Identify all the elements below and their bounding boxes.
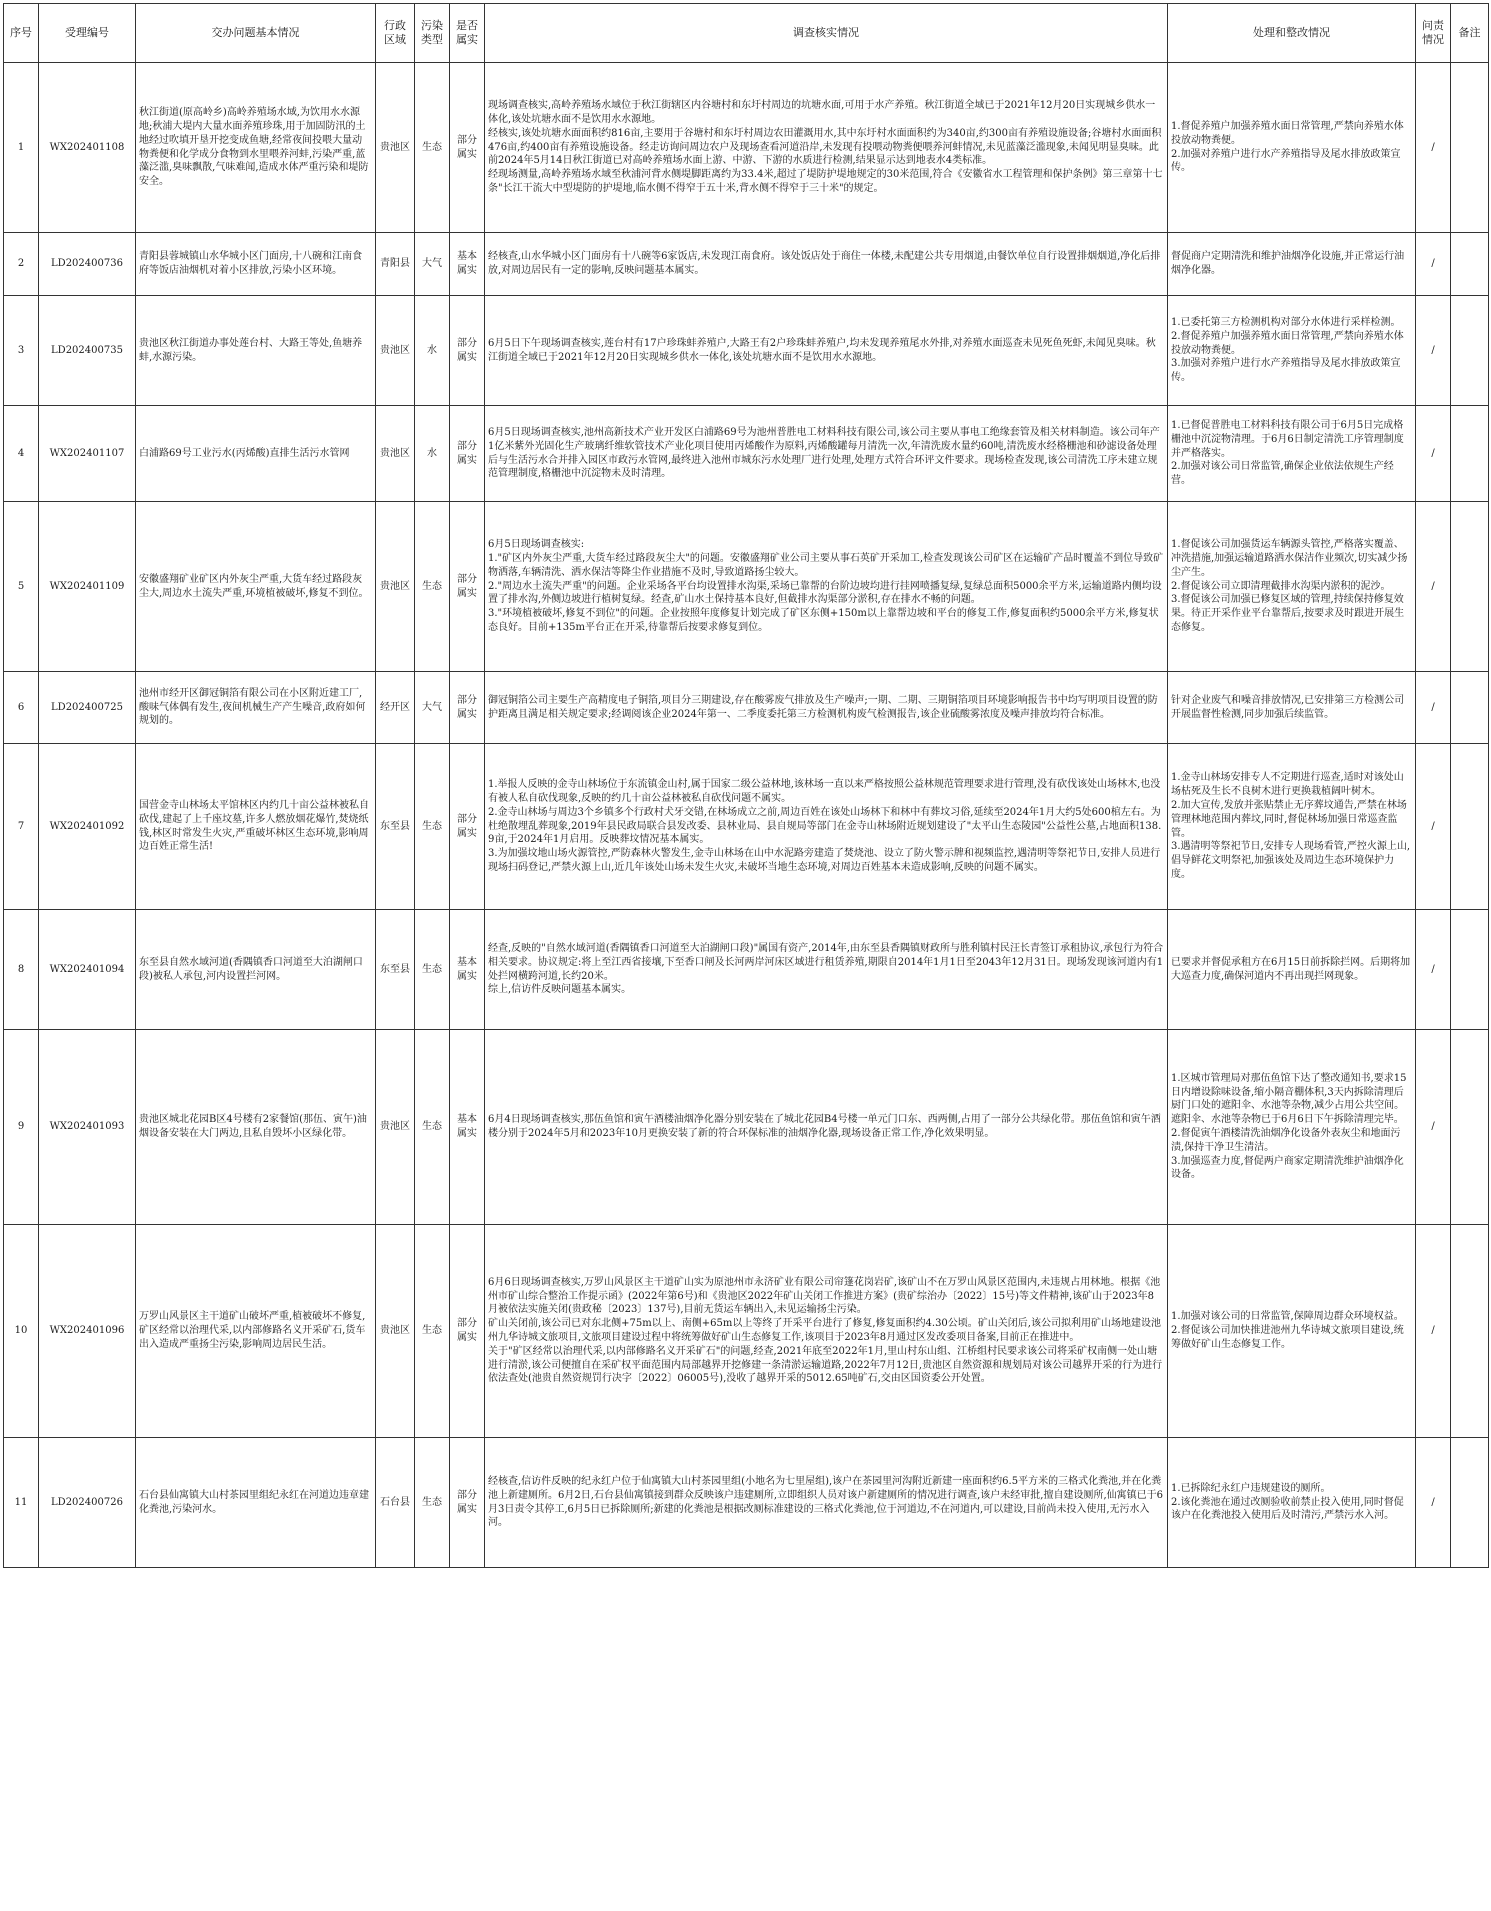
row-id: WX202401108: [39, 63, 136, 233]
row-id: LD202400736: [39, 233, 136, 296]
row-verified: 部分属实: [450, 296, 485, 406]
row-problem: 白浦路69号工业污水(丙烯酸)直排生活污水管网: [136, 406, 376, 502]
table-row: [4, 502, 1489, 672]
row-accountability: /: [1416, 672, 1451, 744]
row-problem: 安徽盛翔矿业矿区内外灰尘严重,大货车经过路段灰尘大,周边水土流失严重,环境植被破坏,修复不到位。: [136, 502, 376, 672]
row-accountability: /: [1416, 1438, 1451, 1568]
table-row: [4, 744, 1489, 910]
row-remark: [1451, 296, 1489, 406]
row-problem: 国营金寺山林场太平馆林区内约几十亩公益林被私自砍伐,建起了上千座坟墓,许多人燃放烟花爆竹,焚烧纸钱,林区时常发生火灾,严重破坏林区生态环境,影响周边百姓正常生活!: [136, 744, 376, 910]
table-row: [4, 296, 1489, 406]
table-body: [4, 63, 1489, 1568]
row-remark: [1451, 233, 1489, 296]
row-region: 青阳县: [376, 233, 415, 296]
row-verified: 部分属实: [450, 1225, 485, 1438]
row-handling: 1.督促养殖户加强养殖水面日常管理,严禁向养殖水体投放动物粪便。 2.加强对养殖户进行水产养殖指导及尾水排放政策宣传。: [1168, 63, 1416, 233]
row-handling: 1.加强对该公司的日常监管,保障周边群众环境权益。 2.督促该公司加快推进池州九华诗城文旅项目建设,统筹做好矿山生态修复工作。: [1168, 1225, 1416, 1438]
row-handling: 督促商户定期清洗和维护油烟净化设施,并正常运行油烟净化器。: [1168, 233, 1416, 296]
row-seq: 5: [4, 502, 39, 672]
row-verified: 基本属实: [450, 233, 485, 296]
row-accountability: /: [1416, 233, 1451, 296]
row-survey: 6月5日现场调查核实: 1."矿区内外灰尘严重,大货车经过路段灰尘大"的问题。安徽盛翔矿业公司主要从事石英矿开采加工,检查发现该公司矿区在运输矿产品时覆盖不到位导致矿物洒落,车辆清洗、洒水保洁等降尘作业措施不及时,导致道路扬尘较大。 2."周边水土流失严重"的问题。企业采场各平台均设置排水沟渠,采场已靠帮的台阶边坡均进行挂网喷播复绿,复绿总面积5000余平方米,运输道路内侧均设置了排水沟,外侧边坡进行植树复绿。经查,矿山水土保持基本良好,但截排水沟渠部分淤积,存在排水不畅的问题。 3."环境植被破坏,修复不到位"的问题。企业按照年度修复计划完成了矿区东侧+150m以上靠帮边坡和平台的修复工作,修复面积约5000余平方米,修复状态良好。目前+135m平台正在开采,待靠帮后按要求修复到位。: [485, 502, 1168, 672]
table-row: [4, 1030, 1489, 1225]
row-problem: 贵池区城北花园B区4号楼有2家餐馆(那伍、寅午)油烟设备安装在大门两边,且私自毁坏小区绿化带。: [136, 1030, 376, 1225]
row-accountability: /: [1416, 744, 1451, 910]
row-region: 贵池区: [376, 1225, 415, 1438]
row-region: 东至县: [376, 910, 415, 1030]
row-survey: 6月5日现场调查核实,池州高新技术产业开发区白浦路69号为池州普胜电工材料科技有限公司,该公司主要从事电工绝缘套管及相关材料制造。该公司年产1亿米紫外光固化生产玻璃纤维软管技术产业化项目使用丙烯酸作为原料,丙烯酸罐每月清洗一次,年清洗废水量约60吨,清洗废水经格栅池和砂滤设备处理后与生活污水合并排入园区市政污水管网,最终进入池州市城东污水处理厂进行处理,处理方式符合环评文件要求。现场检查发现,该公司清洗工序未建立规范管理制度,格栅池中沉淀物未及时清理。: [485, 406, 1168, 502]
row-remark: [1451, 1225, 1489, 1438]
header-id: 受理编号: [39, 4, 136, 63]
header-problem: 交办问题基本情况: [136, 4, 376, 63]
row-id: WX202401096: [39, 1225, 136, 1438]
row-verified: 部分属实: [450, 1438, 485, 1568]
row-remark: [1451, 672, 1489, 744]
row-region: 贵池区: [376, 63, 415, 233]
table-row: [4, 1438, 1489, 1568]
row-survey: 6月4日现场调查核实,那伍鱼馆和寅午酒楼油烟净化器分别安装在了城北花园B4号楼一单元门口东、西两侧,占用了一部分公共绿化带。那伍鱼馆和寅午酒楼分别于2024年5月和2023年10月更换安装了新的符合环保标准的油烟净化器,现场设备正常工作,净化效果明显。: [485, 1030, 1168, 1225]
complaint-handling-table: [3, 3, 1489, 1568]
row-problem: 池州市经开区御冠铜箔有限公司在小区附近建工厂,酸味气体偶有发生,夜间机械生产产生噪音,政府如何规划的。: [136, 672, 376, 744]
row-pollution: 生态: [415, 910, 450, 1030]
row-survey: 现场调查核实,高岭养殖场水域位于秋江街辖区内谷塘村和东圩村周边的坑塘水面,可用于水产养殖。秋江街道全域已于2021年12月20日实现城乡供水一体化,该处坑塘水面不是饮用水水源地。 经核实,该处坑塘水面面积约816亩,主要用于谷塘村和东圩村周边农田灌溉用水,其中东圩村水面面积约为340亩,约300亩有养殖设施设备;谷塘村水面面积476亩,约400亩有养殖设施设备。经走访询问周边农户及现场查看河道沿岸,未发现有投喂动物粪便喂养河蚌情况,未见蓝藻泛滥现象,未闻见明显臭味。此前2024年5月14日秋江街道已对高岭养殖场水面上游、中游、下游的水质进行检测,结果显示达到地表水4类标准。 经现场测量,高岭养殖场水域至秋浦河背水侧堤脚距离约为33.4米,超过了堤防护堤地规定的30米范围,符合《安徽省水工程管理和保护条例》第三章第十七条"长江干流大中型堤防的护堤地,临水侧不得窄于五十米,背水侧不得窄于三十米"的规定。: [485, 63, 1168, 233]
row-accountability: /: [1416, 1030, 1451, 1225]
table-header-row: [4, 4, 1489, 63]
row-seq: 11: [4, 1438, 39, 1568]
header-verified: 是否属实: [450, 4, 485, 63]
table-row: [4, 406, 1489, 502]
row-pollution: 生态: [415, 63, 450, 233]
row-remark: [1451, 63, 1489, 233]
row-problem: 东至县自然水域河道(香隅镇香口河道至大泊湖闸口段)被私人承包,河内设置拦河网。: [136, 910, 376, 1030]
row-handling: 1.区城市管理局对那伍鱼馆下达了整改通知书,要求15日内增设除味设备,缩小隔音棚体积,3天内拆除清理后厨门口处的遮阳伞、水池等杂物,减少占用公共空间。遮阳伞、水池等杂物已于6月6日下午拆除清理完毕。 2.督促寅午酒楼清洗油烟净化设备外表灰尘和地面污渍,保持干净卫生清洁。 3.加强巡查力度,督促两户商家定期清洗维护油烟净化设备。: [1168, 1030, 1416, 1225]
row-seq: 3: [4, 296, 39, 406]
row-remark: [1451, 406, 1489, 502]
header-seq: 序号: [4, 4, 39, 63]
row-region: 贵池区: [376, 1030, 415, 1225]
header-pollution: 污染类型: [415, 4, 450, 63]
row-accountability: /: [1416, 1225, 1451, 1438]
row-id: WX202401093: [39, 1030, 136, 1225]
table-row: [4, 63, 1489, 233]
row-problem: 石台县仙寓镇大山村茶园里组纪永红在河道边违章建化粪池,污染河水。: [136, 1438, 376, 1568]
row-handling: 1.金寺山林场安排专人不定期进行巡查,适时对该处山场枯死及生长不良树木进行更换栽植阔叶树木。 2.加大宣传,发放并张贴禁止无序葬坟通告,严禁在林场管理林地范围内葬坟,同时,督促林场加强日常巡查监管。 3.遇清明等祭祀节日,安排专人现场看管,严控火源上山,倡导鲜花文明祭祀,加强该处及周边生态环境保护力度。: [1168, 744, 1416, 910]
table-row: [4, 672, 1489, 744]
row-remark: [1451, 1030, 1489, 1225]
row-pollution: 大气: [415, 233, 450, 296]
row-survey: 经核查,信访件反映的纪永红户位于仙寓镇大山村茶园里组(小地名为七里屋组),该户在茶园里河沟附近新建一座面积约6.5平方米的三格式化粪池,并在化粪池上新建厕所。6月2日,石台县仙寓镇接到群众反映该户违建厕所,立即组织人员对该户新建厕所的情况进行调查,该户未经审批,擅自建设厕所,仙寓镇已于6月3日责令其停工,6月5日已拆除厕所;新建的化粪池是根据改厕标准建设的三格式化粪池,位于河道边,不在河道内,可以建设,目前尚未投入使用,无污水入河。: [485, 1438, 1168, 1568]
row-survey: 6月5日下午现场调查核实,莲台村有17户珍珠蚌养殖户,大路王有2户珍珠蚌养殖户,均未发现养殖尾水外排,对养殖水面巡查未见死鱼死虾,未闻见臭味。秋江街道全域已于2021年12月20日实现城乡供水一体化,该处坑塘水面不是饮用水水源地。: [485, 296, 1168, 406]
row-region: 东至县: [376, 744, 415, 910]
row-survey: 经核查,山水华城小区门面房有十八碗等6家饭店,未发现江南食府。该处饭店处于商住一体楼,未配建公共专用烟道,由餐饮单位自行设置排烟烟道,净化后排放,对周边居民有一定的影响,反映问题基本属实。: [485, 233, 1168, 296]
row-pollution: 生态: [415, 744, 450, 910]
row-remark: [1451, 910, 1489, 1030]
row-seq: 6: [4, 672, 39, 744]
header-region: 行政区域: [376, 4, 415, 63]
row-region: 石台县: [376, 1438, 415, 1568]
row-verified: 部分属实: [450, 744, 485, 910]
row-problem: 青阳县蓉城镇山水华城小区门面房,十八碗和江南食府等饭店油烟机对着小区排放,污染小区环境。: [136, 233, 376, 296]
row-problem: 秋江街道(原高岭乡)高岭养殖场水域,为饮用水水源地;秋浦大堤内大量水面养殖珍珠,用于加固防汛的土地经过吹填开垦开挖变成鱼塘,经常夜间投喂大量动物粪便和化学成分食物到水里喂养河蚌,污染严重,蓝藻泛滥,臭味飘散,气味难闻,造成水体严重污染和堤防安全。: [136, 63, 376, 233]
row-pollution: 水: [415, 296, 450, 406]
row-verified: 部分属实: [450, 406, 485, 502]
row-remark: [1451, 1438, 1489, 1568]
row-id: LD202400726: [39, 1438, 136, 1568]
row-id: WX202401109: [39, 502, 136, 672]
row-id: LD202400735: [39, 296, 136, 406]
header-survey: 调查核实情况: [485, 4, 1168, 63]
row-remark: [1451, 744, 1489, 910]
row-accountability: /: [1416, 406, 1451, 502]
row-survey: 6月6日现场调查核实,万罗山风景区主干道矿山实为原池州市永济矿业有限公司帘篷花岗岩矿,该矿山不在万罗山风景区范围内,未违规占用林地。根据《池州市矿山综合整治工作提示函》(2022年第6号)和《贵池区2022年矿山关闭工作推进方案》(贵矿综治办〔2022〕15号)等文件精神,该矿山于2023年8月被依法实施关闭(贵政秘〔2023〕137号),目前无货运车辆出入,未见运输扬尘污染。 矿山关闭前,该公司已对东北侧+75m以上、南侧+65m以上等终了开采平台进行了修复,修复面积约4.30公顷。矿山关闭后,该公司拟利用矿山场地建设池州九华诗城文旅项目,文旅项目建设过程中将统筹做好矿山生态修复工作,该项目于2023年8月通过区发改委项目备案,目前正在推进中。 关于"矿区经常以治理代采,以内部修路名义开采矿石"的问题,经查,2021年底至2022年1月,里山村东山组、江桥组村民要求该公司将采矿权南侧一处山塘进行清淤,该公司便擅自在采矿权平面范围内局部越界开挖修建一条清淤运输道路,2022年7月12日,贵池区自然资源和规划局对该公司越界开采的行为进行依法查处(池贵自然资规罚行决字〔2022〕06005号),没收了越界开采的5012.65吨矿石,交由区国资委公开处置。: [485, 1225, 1168, 1438]
row-accountability: /: [1416, 502, 1451, 672]
row-handling: 针对企业废气和噪音排放情况,已安排第三方检测公司开展监督性检测,同步加强后续监管。: [1168, 672, 1416, 744]
row-region: 贵池区: [376, 296, 415, 406]
row-seq: 4: [4, 406, 39, 502]
row-seq: 10: [4, 1225, 39, 1438]
row-accountability: /: [1416, 910, 1451, 1030]
row-verified: 基本属实: [450, 910, 485, 1030]
row-handling: 1.已督促普胜电工材料科技有限公司于6月5日完成格栅池中沉淀物清理。于6月6日制定清洗工序管理制度并严格落实。 2.加强对该公司日常监管,确保企业依法依规生产经营。: [1168, 406, 1416, 502]
row-survey: 经查,反映的"自然水域河道(香隅镇香口河道至大泊湖闸口段)"属国有资产,2014年,由东至县香隅镇财政所与胜利镇村民汪长青签订承租协议,承包行为符合相关要求。协议规定:将上至江西省接壤,下至香口闸及长河两岸河床区域进行租赁养殖,期限自2014年1月1日至2043年12月31日。现场发现该河道内有1处拦网横跨河道,长约20米。 综上,信访件反映问题基本属实。: [485, 910, 1168, 1030]
row-seq: 1: [4, 63, 39, 233]
row-survey: 御冠铜箔公司主要生产高精度电子铜箔,项目分三期建设,存在酸雾废气排放及生产噪声;一期、二期、三期铜箔项目环境影响报告书中均写明项目设置的防护距离且满足相关规定要求;经调阅该企业2024年第一、二季度委托第三方检测机构废气检测报告,该企业硫酸雾浓度及噪声排放均符合标准。: [485, 672, 1168, 744]
row-pollution: 生态: [415, 502, 450, 672]
row-pollution: 生态: [415, 1225, 450, 1438]
row-verified: 部分属实: [450, 63, 485, 233]
row-region: 经开区: [376, 672, 415, 744]
row-verified: 部分属实: [450, 672, 485, 744]
row-problem: 贵池区秋江街道办事处莲台村、大路王等处,鱼塘养蚌,水源污染。: [136, 296, 376, 406]
row-seq: 8: [4, 910, 39, 1030]
row-pollution: 生态: [415, 1438, 450, 1568]
table-row: [4, 1225, 1489, 1438]
row-verified: 部分属实: [450, 502, 485, 672]
row-id: WX202401094: [39, 910, 136, 1030]
row-remark: [1451, 502, 1489, 672]
row-problem: 万罗山风景区主干道矿山破坏严重,植被破坏不修复,矿区经常以治理代采,以内部修路名义开采矿石,货车出入造成严重扬尘污染,影响周边居民生活。: [136, 1225, 376, 1438]
row-pollution: 水: [415, 406, 450, 502]
row-handling: 1.已拆除纪永红户违规建设的厕所。 2.该化粪池在通过改厕验收前禁止投入使用,同时督促该户在化粪池投入使用后及时清污,严禁污水入河。: [1168, 1438, 1416, 1568]
row-handling: 1.督促该公司加强货运车辆源头管控,严格落实覆盖、冲洗措施,加强运输道路洒水保洁作业频次,切实减少扬尘产生。 2.督促该公司立即清理截排水沟渠内淤积的泥沙。 3.督促该公司加强已修复区域的管理,持续保持修复效果。待正开采作业平台靠帮后,按要求及时跟进开展生态修复。: [1168, 502, 1416, 672]
row-region: 贵池区: [376, 406, 415, 502]
row-pollution: 大气: [415, 672, 450, 744]
row-id: WX202401107: [39, 406, 136, 502]
header-accountability: 问责情况: [1416, 4, 1451, 63]
row-id: WX202401092: [39, 744, 136, 910]
row-seq: 7: [4, 744, 39, 910]
row-pollution: 生态: [415, 1030, 450, 1225]
table-row: [4, 233, 1489, 296]
row-survey: 1.举报人反映的金寺山林场位于东流镇金山村,属于国家二级公益林地,该林场一直以来严格按照公益林规范管理要求进行管理,没有砍伐该处山场林木,也没有被人私自砍伐现象,反映的约几十亩公益林被私自砍伐问题不属实。 2.金寺山林场与周边3个乡镇多个行政村犬牙交错,在林场成立之前,周边百姓在该处山场林下和林中有葬坟习俗,延续至2024年1月大约5处600棺左右。为杜绝散埋乱葬现象,2019年县民政局联合县发改委、县林业局、县自规局等部门在金寺山林场附近规划建设了"太平山生态陵园"公益性公墓,占地面积138.9亩,于2024年1月启用。反映葬坟情况基本属实。 3.为加强坟地山场火源管控,严防森林火警发生,金寺山林场在山中水泥路旁建造了焚烧池、设立了防火警示牌和视频监控,遇清明等祭祀节日,安排人员进行现场扫码登记,严禁火源上山,近几年该处山场未发生火灾,未破坏当地生态环境,对周边百姓基本未造成影响,反映的问题不属实。: [485, 744, 1168, 910]
row-seq: 2: [4, 233, 39, 296]
row-seq: 9: [4, 1030, 39, 1225]
table-row: [4, 910, 1489, 1030]
row-handling: 1.已委托第三方检测机构对部分水体进行采样检测。 2.督促养殖户加强养殖水面日常管理,严禁向养殖水体投放动物粪便。 3.加强对养殖户进行水产养殖指导及尾水排放政策宣传。: [1168, 296, 1416, 406]
row-verified: 基本属实: [450, 1030, 485, 1225]
row-handling: 已要求并督促承租方在6月15日前拆除拦网。后期将加大巡查力度,确保河道内不再出现拦网现象。: [1168, 910, 1416, 1030]
header-handling: 处理和整改情况: [1168, 4, 1416, 63]
row-accountability: /: [1416, 296, 1451, 406]
header-remark: 备注: [1451, 4, 1489, 63]
row-region: 贵池区: [376, 502, 415, 672]
row-accountability: /: [1416, 63, 1451, 233]
row-id: LD202400725: [39, 672, 136, 744]
